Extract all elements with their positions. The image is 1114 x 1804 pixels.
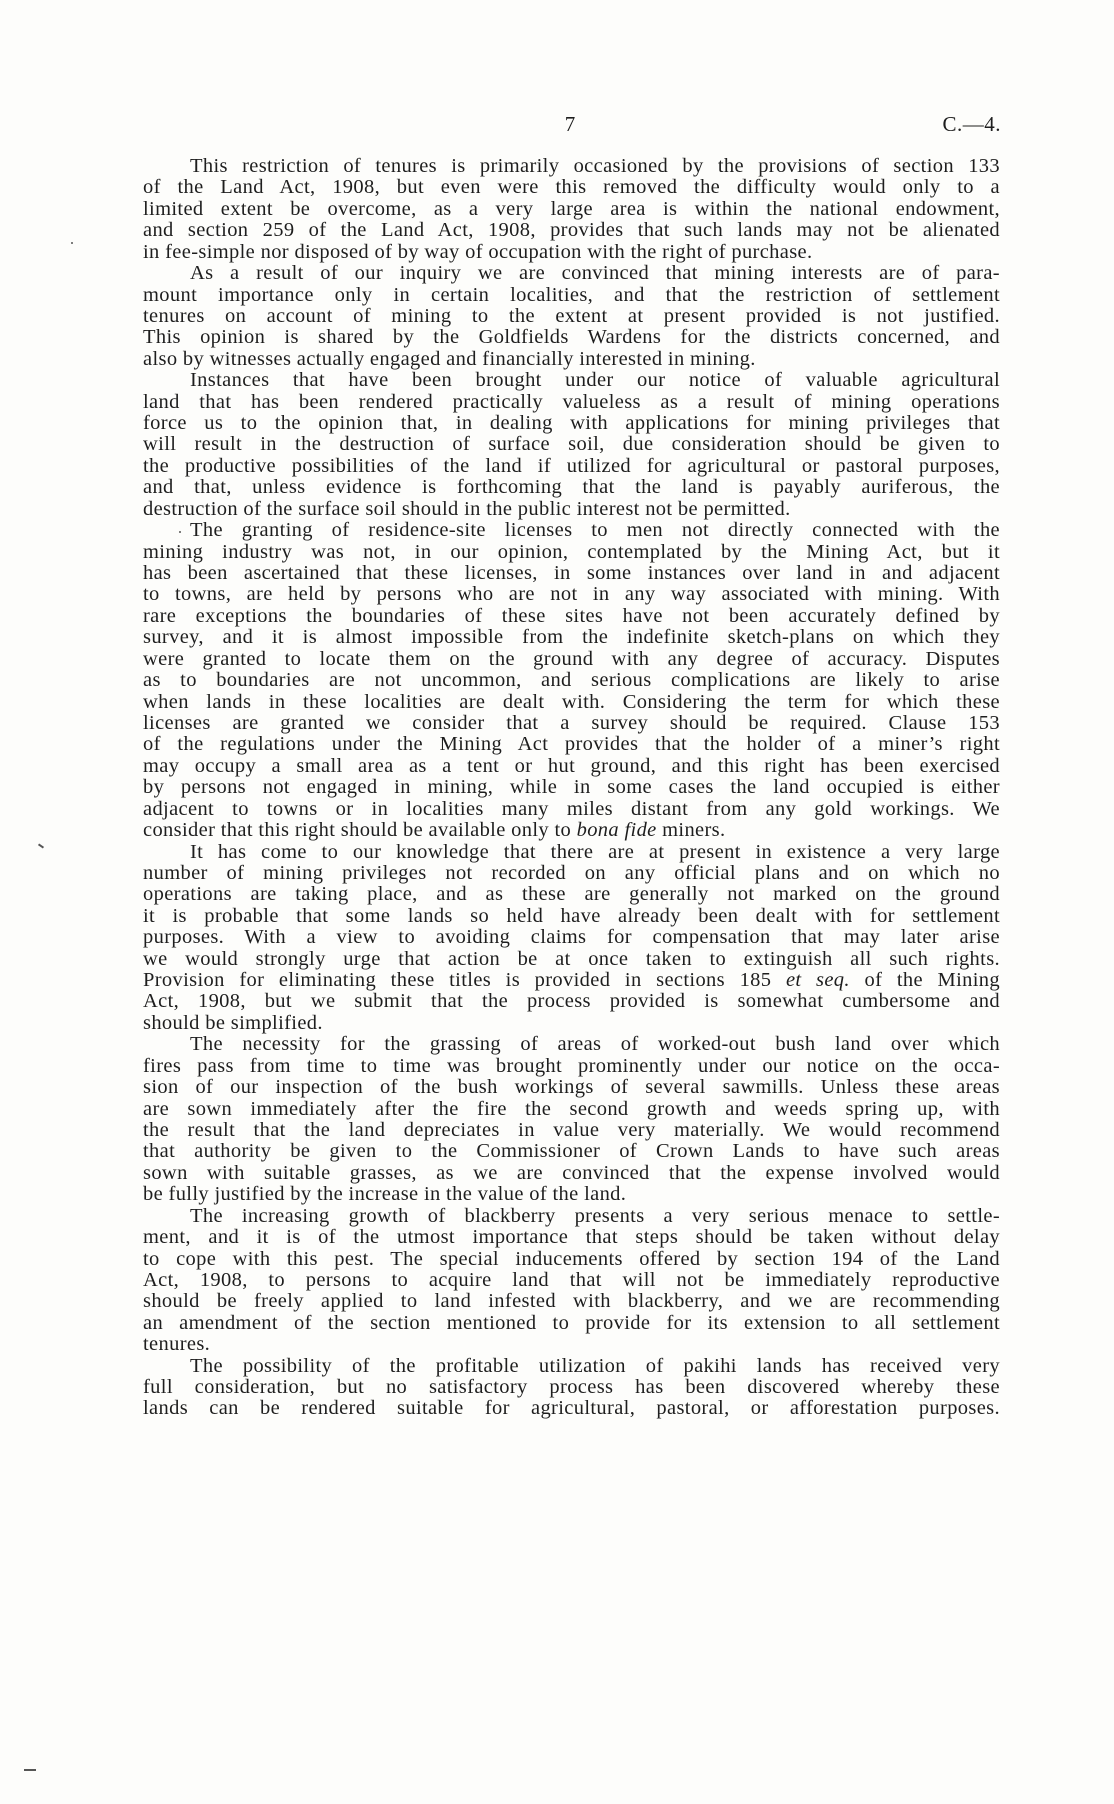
text-line: should be freely applied to land infested with blackberry, and we are recommending <box>143 1290 1000 1313</box>
margin-mark <box>38 843 44 848</box>
text-line: tenures. <box>143 1333 211 1356</box>
text-line: by persons not engaged in mining, while in some cases the land occupied is either <box>143 776 1000 799</box>
text-line: land that has been rendered practically valueless as a result of mining operations <box>143 390 1000 413</box>
text-line: the result that the land depreciates in value very materially. We would recommend <box>143 1118 1000 1141</box>
text-line: This opinion is shared by the Goldfields Wardens for the districts concerned, and <box>143 326 1000 349</box>
text-line: The granting of residence-site licenses to men not directly connected with the <box>190 519 1000 542</box>
text-line: and that, unless evidence is forthcoming that the land is payably auriferous, the <box>143 476 1000 499</box>
text-line: fires pass from time to time was brought prominently under our notice on the occa- <box>143 1054 1000 1077</box>
paragraph <box>143 1356 1000 1420</box>
text-line: tenures on account of mining to the extent at present provided is not justified. <box>143 304 1000 327</box>
text-line: sion of our inspection of the bush workings of several sawmills. Unless these areas <box>143 1076 1000 1099</box>
text-line: lands can be rendered suitable for agricultural, pastoral, or afforestation purposes. <box>143 1397 1000 1420</box>
text-line: Act, 1908, but we submit that the process provided is somewhat cumbersome and <box>143 990 1000 1013</box>
text-line: limited extent be overcome, as a very large area is within the national endowment, <box>143 197 1000 220</box>
text-line: also by witnesses actually engaged and financially interested in mining. <box>143 347 756 370</box>
text-line <box>143 820 1000 841</box>
text-line: survey, and it is almost impossible from the indefinite sketch-plans on which they <box>143 626 1000 649</box>
text-line: the productive possibilities of the land if utilized for agricultural or pastoral purposes, <box>143 454 1000 477</box>
text-line: may occupy a small area as a tent or hut ground, and this right has been exercised <box>143 754 1000 777</box>
document-reference: C.—4. <box>942 112 1001 136</box>
text-line: it is probable that some lands so held have already been dealt with for settlement <box>143 904 1000 927</box>
text-line: as to boundaries are not uncommon, and serious complications are likely to arise <box>143 669 1000 692</box>
text-line: should be simplified. <box>143 1011 323 1034</box>
text-line: to towns, are held by persons who are not in any way associated with mining. With <box>143 583 1000 606</box>
margin-speck <box>179 531 181 533</box>
page-number: 7 <box>564 112 576 136</box>
text-line: an amendment of the section mentioned to provide for its extension to all settlement <box>143 1311 1000 1334</box>
italic-text: bona fide <box>576 819 657 842</box>
paragraph <box>143 520 1000 841</box>
text-line: to cope with this pest. The special inducements offered by section 194 of the Land <box>143 1247 1000 1270</box>
text-line: adjacent to towns or in localities many miles distant from any gold workings. We <box>143 797 1000 820</box>
text-line: This restriction of tenures is primarily occasioned by the provisions of section 133 <box>190 155 1000 177</box>
text-line: It has come to our knowledge that there are at present in existence a very large <box>190 840 1000 863</box>
text-line: of the Land Act, 1908, but even were this removed the difficulty would only to a <box>143 176 1000 199</box>
text-line: The increasing growth of blackberry presents a very serious menace to settle- <box>190 1204 1000 1227</box>
text-line: Instances that have been brought under our notice of valuable agricultural <box>190 369 1000 392</box>
text-line: licenses are granted we consider that a survey should be required. Clause 153 <box>143 711 1000 734</box>
text-line: full consideration, but no satisfactory process has been discovered whereby these <box>143 1376 1000 1399</box>
text-line: will result in the destruction of surface soil, due consideration should be given to <box>143 433 1000 456</box>
paragraph <box>143 156 1000 263</box>
text-line: in fee-simple nor disposed of by way of occupation with the right of purchase. <box>143 240 813 263</box>
text-line: we would strongly urge that action be at once taken to extinguish all such rights. <box>143 947 1000 970</box>
text-line: purposes. With a view to avoiding claims for compensation that may later arise <box>143 926 1000 949</box>
text-line: The necessity for the grassing of areas of worked-out bush land over which <box>190 1033 1000 1056</box>
text-line: and section 259 of the Land Act, 1908, provides that such lands may not be alienated <box>143 219 1000 242</box>
text-line: that authority be given to the Commissioner of Crown Lands to have such areas <box>143 1140 1000 1163</box>
text-line: sown with suitable grasses, as we are convinced that the expense involved would <box>143 1161 1000 1184</box>
margin-mark <box>24 1769 36 1771</box>
text-line: The possibility of the profitable utilization of pakihi lands has received very <box>190 1354 1000 1377</box>
italic-text: et seq. <box>785 969 850 992</box>
paragraph <box>143 842 1000 1035</box>
paragraph <box>143 1034 1000 1205</box>
text-line: be fully justified by the increase in the value of the land. <box>143 1183 627 1206</box>
text-line: of the regulations under the Mining Act provides that the holder of a miner’s right <box>143 733 1000 756</box>
text-line: number of mining privileges not recorded on any official plans and on which no <box>143 861 1000 884</box>
text-run: Provision for eliminating these titles is provided in sections 185 <box>143 969 786 992</box>
paragraph <box>143 1206 1000 1356</box>
text-line: operations are taking place, and as these are generally not marked on the ground <box>143 883 1000 906</box>
text-line: mining industry was not, in our opinion, contemplated by the Mining Act, but it <box>143 540 1000 563</box>
margin-speck <box>71 242 73 244</box>
text-line: destruction of the surface soil should in the public interest not be permitted. <box>143 497 791 520</box>
text-line: ment, and it is of the utmost importance that steps should be taken without delay <box>143 1226 1000 1249</box>
text-line: when lands in these localities are dealt with. Considering the term for which these <box>143 690 1000 713</box>
text-line: mount importance only in certain localities, and that the restriction of settlement <box>143 283 1000 306</box>
text-line: has been ascertained that these licenses, in some instances over land in and adjacent <box>143 562 1000 585</box>
text-line: rare exceptions the boundaries of these sites have not been accurately defined by <box>143 604 1000 627</box>
text-line <box>143 970 1000 991</box>
text-line: force us to the opinion that, in dealing with applications for mining privileges that <box>143 412 1000 435</box>
text-line: Act, 1908, to persons to acquire land that will not be immediately reproductive <box>143 1268 1000 1291</box>
text-line: As a result of our inquiry we are convinced that mining interests are of para- <box>190 262 1000 285</box>
text-line: are sown immediately after the fire the second growth and weeds spring up, with <box>143 1097 1000 1120</box>
text-line: were granted to locate them on the ground with any degree of accuracy. Disputes <box>143 647 1000 670</box>
paragraph <box>143 263 1000 370</box>
paragraph <box>143 370 1000 520</box>
text-run: consider that this right should be available only to <box>143 819 577 842</box>
document-body <box>143 156 1000 1420</box>
text-run: miners. <box>656 819 726 842</box>
text-run: of the Mining <box>849 969 1000 992</box>
